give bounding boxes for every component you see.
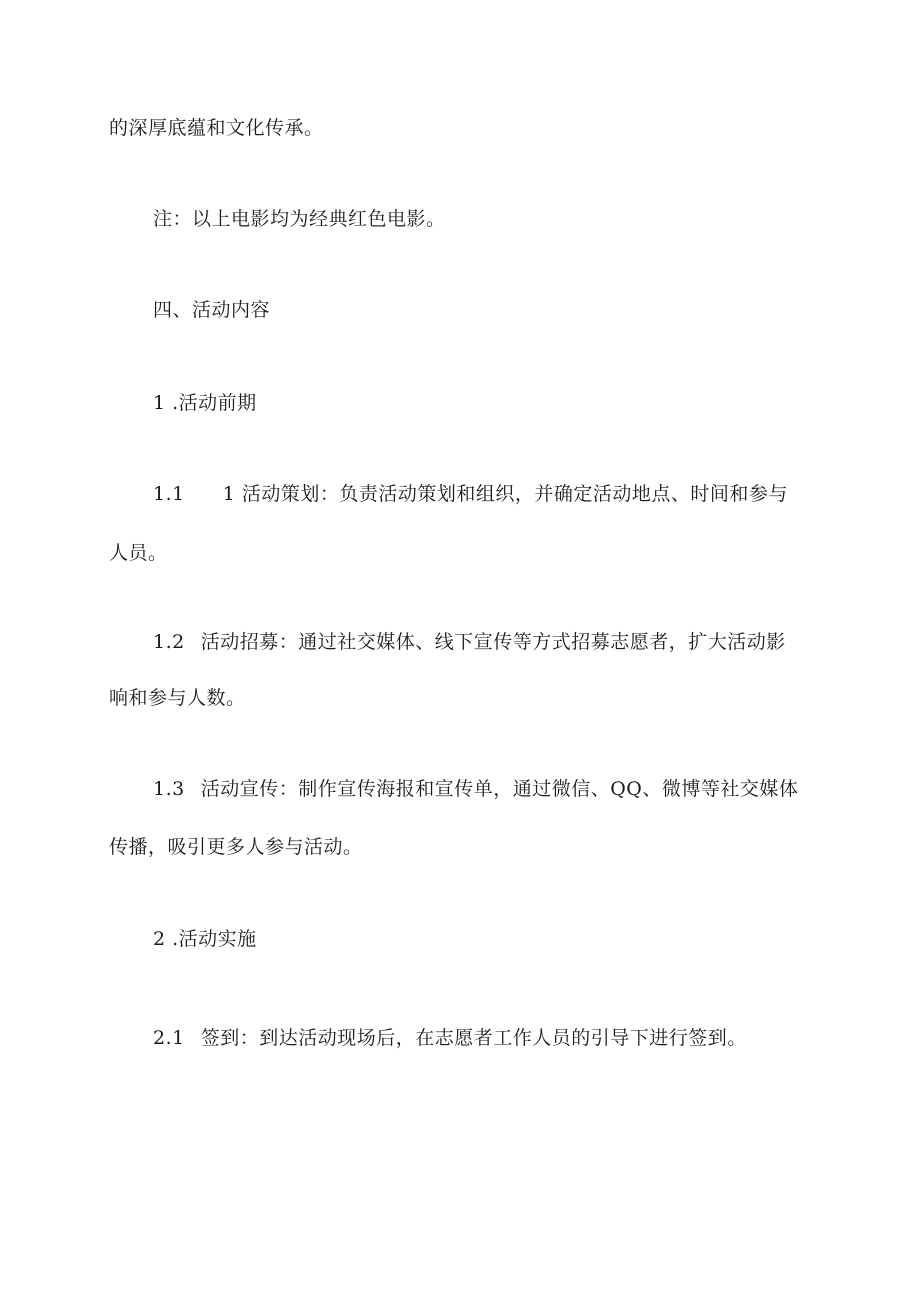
- list-item: [153, 630, 786, 654]
- note-paragraph: [153, 207, 446, 231]
- item-number: 2.1: [153, 1027, 185, 1049]
- paragraph-text: 注：以上电影均为经典红色电影。: [153, 208, 446, 230]
- item-number: 1.1: [153, 483, 185, 505]
- item-text: 响和参与人数。: [109, 687, 246, 709]
- heading-text: 2 .活动实施: [153, 928, 257, 950]
- list-item: [153, 1026, 747, 1050]
- item-text: 活动招募：通过社交媒体、线下宣传等方式招募志愿者，扩大活动影: [200, 631, 786, 653]
- heading-text: 1 .活动前期: [153, 392, 257, 414]
- subsection-heading: [153, 391, 257, 415]
- item-number: 1.2: [153, 631, 185, 653]
- paragraph-continuation: [109, 116, 324, 140]
- section-heading: [153, 298, 270, 322]
- paragraph-text: 的深厚底蕴和文化传承。: [109, 117, 324, 139]
- list-item: [153, 482, 788, 506]
- item-text: 人员。: [109, 542, 168, 564]
- item-number: 1.3: [153, 778, 185, 800]
- item-text: 签到：到达活动现场后，在志愿者工作人员的引导下进行签到。: [200, 1027, 747, 1049]
- list-item: [153, 777, 798, 801]
- list-item-continuation: [109, 686, 246, 710]
- list-item-continuation: [109, 835, 363, 859]
- subsection-heading: [153, 927, 257, 951]
- item-text: 活动宣传：制作宣传海报和宣传单，通过微信、QQ、微博等社交媒体: [200, 778, 799, 800]
- item-text: 传播，吸引更多人参与活动。: [109, 836, 363, 858]
- item-text: 1 活动策划：负责活动策划和组织，并确定活动地点、时间和参与: [222, 483, 788, 505]
- list-item-continuation: [109, 541, 168, 565]
- heading-text: 四、活动内容: [153, 299, 271, 321]
